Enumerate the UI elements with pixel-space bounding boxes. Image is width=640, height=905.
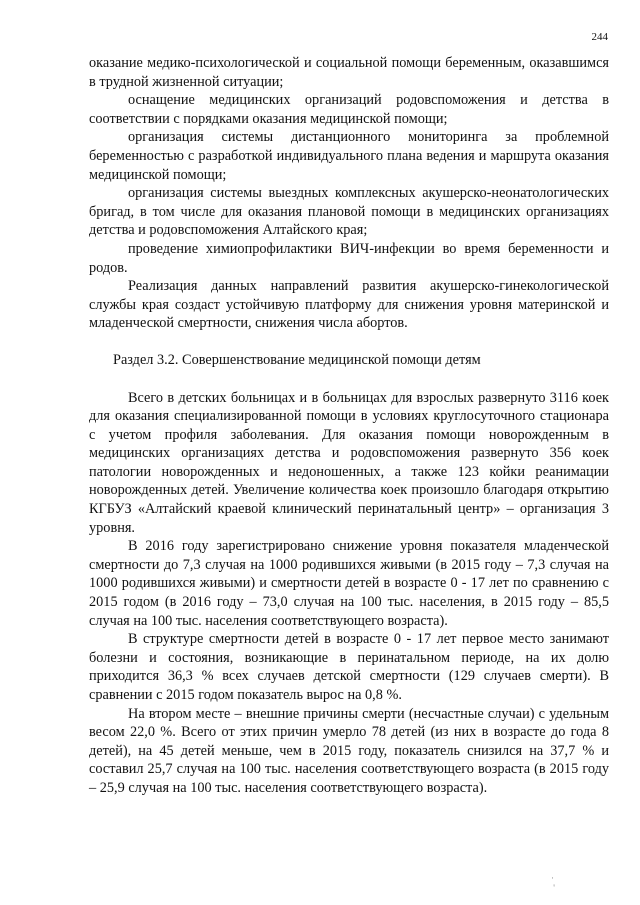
- list-item-remote-monitoring: организация системы дистанционного мониторинга за проблемной беременностью с разработкой индивидуального плана ведения и маршрута оказания медицинской помощи;: [89, 129, 609, 183]
- list-item-mobile-teams: организация системы выездных комплексных акушерско-неонатологических бригад, в том числе для оказания плановой помощи в медицинских организациях детства и родовспоможения Алтайского края;: [89, 185, 609, 239]
- paragraph-beds: Всего в детских больницах и в больницах для взрослых развернуто 3116 коек для оказания специализированной помощи в условиях круглосуточного стационара с учетом профиля заболевания. Для оказания помощи новорожденным в медицинских организациях детства и родовспоможения развернуто 356 коек патологии новорожденных и недоношенных, а также 123 койки реанимации новорожденных детей. Увеличение количества коек произошло благодаря открытию КГБУЗ «Алтайский краевой клинический перинатальный центр» – организация 3 уровня.: [89, 389, 609, 536]
- paragraph-external-causes: На втором месте – внешние причины смерти (несчастные случаи) с удельным весом 22,0 %. Всего от этих причин умерло 78 детей (из них в возрасте до года 8 детей), на 45 детей меньше, чем в 2015 году, показатель снизился на 37,7 % и составил 25,7 случая на 100 тыс. населения соответствующего возраста (в 2015 году – 25,9 случая на 100 тыс. населения соответствующего возраста).: [89, 705, 609, 796]
- page-number: 244: [591, 31, 608, 43]
- list-item-equipment: оснащение медицинских организаций родовспоможения и детства в соответствии с порядками оказания медицинской помощи;: [89, 92, 609, 127]
- list-item-hiv-prophylaxis: проведение химиопрофилактики ВИЧ-инфекции во время беременности и родов.: [89, 240, 609, 276]
- paragraph-mortality-structure: В структуре смертности детей в возрасте 0 - 17 лет первое место занимают болезни и состояния, возникающие в перинатальном периоде, на их долю приходится 36,3 % всех случаев детской смертности (129 случаев смерти). В сравнении с 2015 годом показатель вырос на 0,8 %.: [89, 631, 609, 703]
- section-title: Раздел 3.2. Совершенствование медицинской помощи детям: [113, 351, 481, 368]
- summary-paragraph: Реализация данных направлений развития акушерско-гинекологической службы края создаст устойчивую платформу для снижения уровня материнской и младенческой смертности, снижения числа абортов.: [89, 278, 609, 332]
- paragraph-infant-mortality: В 2016 году зарегистрировано снижение уровня показателя младенческой смертности до 7,3 случая на 1000 родившихся живыми (в 2015 году – 7,3 случая на 1000 родившихся живыми) и смертности детей в возрасте 0 - 17 лет по сравнению с 2015 годом (в 2016 году – 73,0 случая на 100 тыс. населения, в 2015 году – 85,5 случая на 100 тыс. населения соответствующего возраста).: [89, 538, 609, 629]
- list-item-psychological-help: оказание медико-психологической и социальной помощи беременным, оказавшимся в трудной жизненной ситуации;: [89, 55, 609, 90]
- page-body: [89, 54, 609, 798]
- scan-mark: · ': [551, 873, 555, 893]
